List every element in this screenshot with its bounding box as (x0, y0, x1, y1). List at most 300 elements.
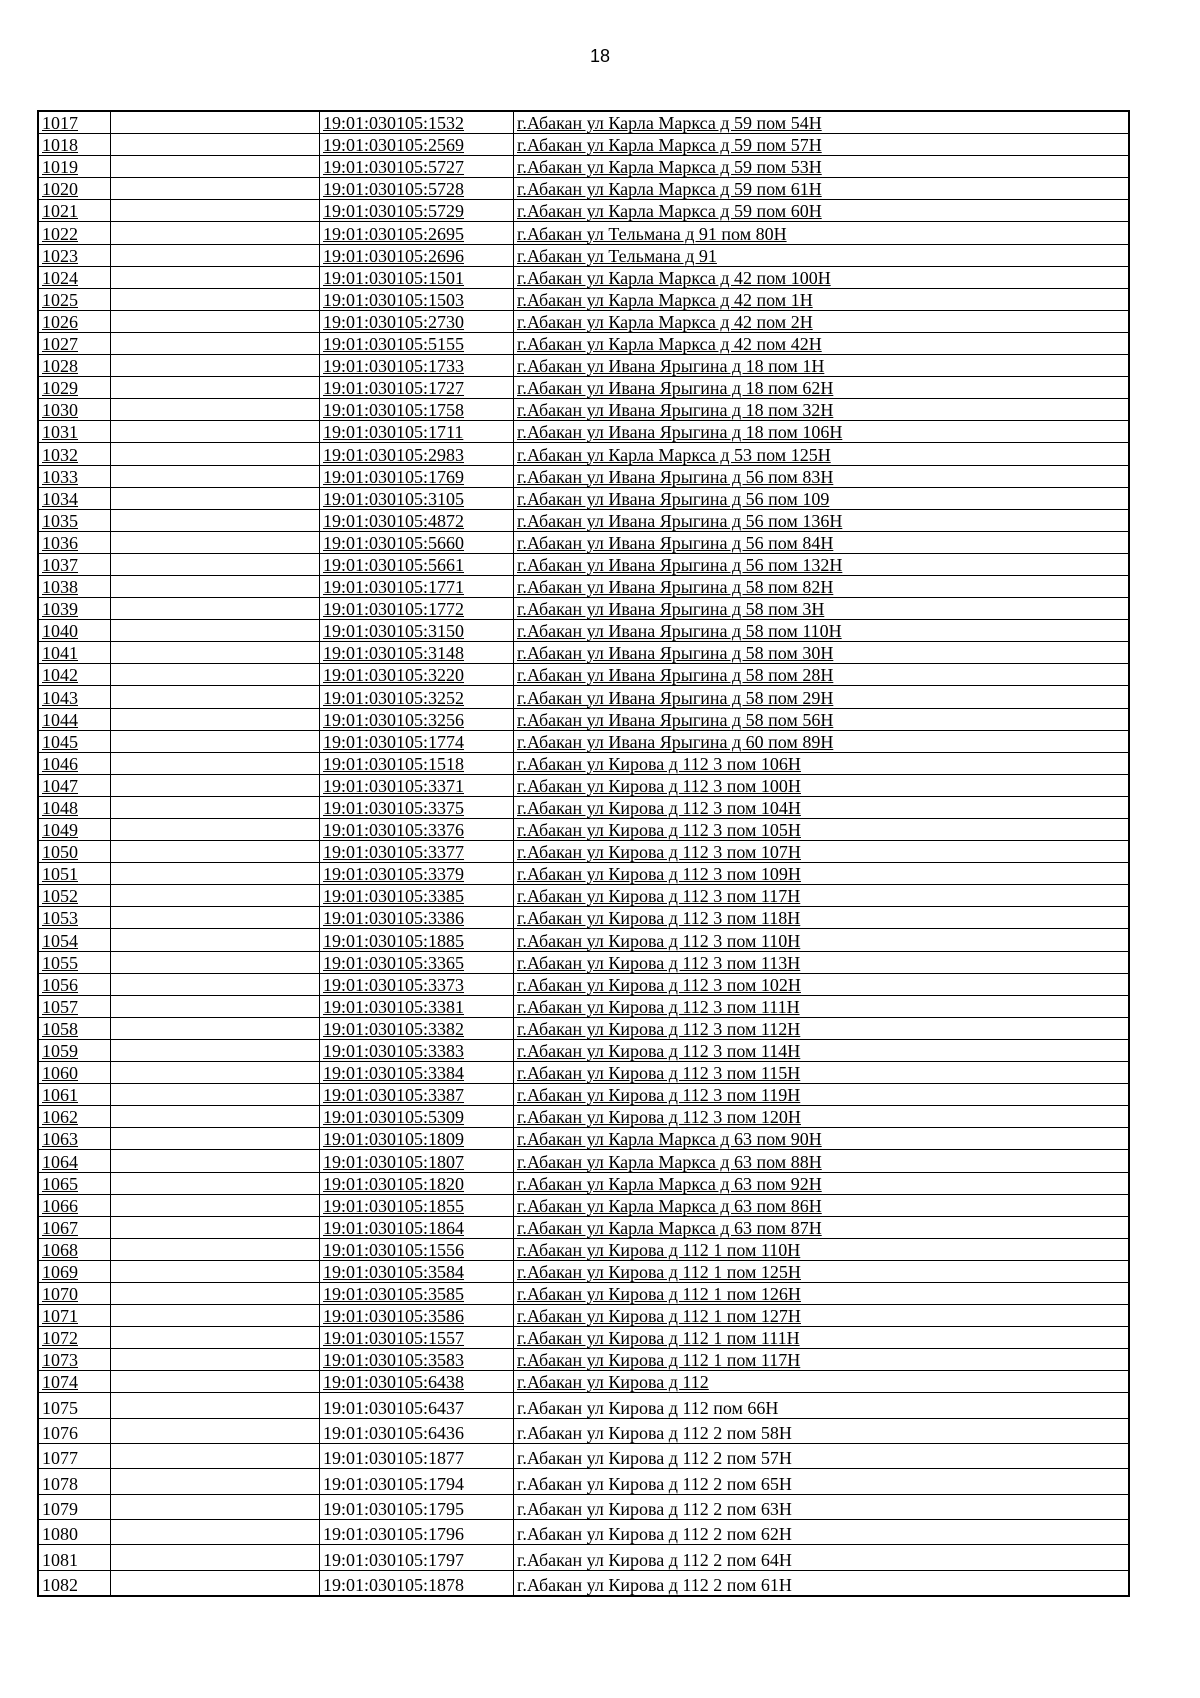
empty-cell (111, 620, 320, 642)
row-number-cell: 1081 (38, 1545, 111, 1570)
table-row (38, 222, 1129, 244)
empty-cell (111, 377, 320, 399)
address-cell: г.Абакан ул Ивана Ярыгина д 56 пом 136Н (514, 509, 1130, 531)
empty-cell (111, 1128, 320, 1150)
empty-cell (111, 178, 320, 200)
address-cell: г.Абакан ул Кирова д 112 1 пом 125Н (514, 1260, 1130, 1282)
empty-cell (111, 1418, 320, 1443)
cadastral-number-cell: 19:01:030105:1797 (320, 1545, 514, 1570)
address-cell: г.Абакан ул Ивана Ярыгина д 56 пом 109 (514, 487, 1130, 509)
empty-cell (111, 531, 320, 553)
row-number-cell: 1078 (38, 1469, 111, 1494)
row-number-cell: 1026 (38, 310, 111, 332)
page-number: 18 (589, 46, 611, 66)
table-row (38, 1469, 1129, 1494)
row-number-cell: 1064 (38, 1150, 111, 1172)
row-number-cell: 1075 (38, 1393, 111, 1418)
row-number-cell: 1029 (38, 377, 111, 399)
table-row (38, 310, 1129, 332)
empty-cell (111, 111, 320, 134)
address-cell: г.Абакан ул Карла Маркса д 59 пом 57Н (514, 134, 1130, 156)
row-number-cell: 1041 (38, 642, 111, 664)
cadastral-number-cell: 19:01:030105:3150 (320, 620, 514, 642)
cadastral-number-cell: 19:01:030105:1796 (320, 1519, 514, 1544)
cadastral-number-cell: 19:01:030105:1864 (320, 1216, 514, 1238)
row-number-cell: 1072 (38, 1327, 111, 1349)
empty-cell (111, 1282, 320, 1304)
empty-cell (111, 1570, 320, 1596)
address-cell: г.Абакан ул Кирова д 112 3 пом 112Н (514, 1017, 1130, 1039)
row-number-cell: 1047 (38, 774, 111, 796)
empty-cell (111, 553, 320, 575)
table-row (38, 995, 1129, 1017)
cadastral-number-cell: 19:01:030105:1727 (320, 377, 514, 399)
empty-cell (111, 951, 320, 973)
table-row (38, 664, 1129, 686)
row-number-cell: 1054 (38, 929, 111, 951)
cadastral-number-cell: 19:01:030105:1794 (320, 1469, 514, 1494)
cadastral-number-cell: 19:01:030105:6437 (320, 1393, 514, 1418)
table-row (38, 1039, 1129, 1061)
table-row (38, 1282, 1129, 1304)
cadastral-number-cell: 19:01:030105:5155 (320, 332, 514, 354)
table-row (38, 1128, 1129, 1150)
row-number-cell: 1048 (38, 796, 111, 818)
address-cell: г.Абакан ул Кирова д 112 3 пом 107Н (514, 841, 1130, 863)
empty-cell (111, 598, 320, 620)
address-cell: г.Абакан ул Кирова д 112 3 пом 110Н (514, 929, 1130, 951)
table-row (38, 1017, 1129, 1039)
address-cell: г.Абакан ул Карла Маркса д 53 пом 125Н (514, 443, 1130, 465)
cadastral-number-cell: 19:01:030105:3384 (320, 1062, 514, 1084)
table-row (38, 1150, 1129, 1172)
row-number-cell: 1060 (38, 1062, 111, 1084)
table-row (38, 774, 1129, 796)
empty-cell (111, 1349, 320, 1371)
empty-cell (111, 487, 320, 509)
row-number-cell: 1043 (38, 686, 111, 708)
empty-cell (111, 730, 320, 752)
row-number-cell: 1052 (38, 885, 111, 907)
row-number-cell: 1069 (38, 1260, 111, 1282)
empty-cell (111, 156, 320, 178)
cadastral-number-cell: 19:01:030105:3252 (320, 686, 514, 708)
empty-cell (111, 355, 320, 377)
address-cell: г.Абакан ул Кирова д 112 3 пом 102Н (514, 973, 1130, 995)
table-row (38, 598, 1129, 620)
empty-cell (111, 1469, 320, 1494)
table-row (38, 156, 1129, 178)
registry-table-body (38, 111, 1129, 1596)
cadastral-number-cell: 19:01:030105:1711 (320, 421, 514, 443)
address-cell: г.Абакан ул Ивана Ярыгина д 58 пом 110Н (514, 620, 1130, 642)
row-number-cell: 1049 (38, 819, 111, 841)
cadastral-number-cell: 19:01:030105:1501 (320, 266, 514, 288)
empty-cell (111, 443, 320, 465)
empty-cell (111, 399, 320, 421)
empty-cell (111, 1444, 320, 1469)
empty-cell (111, 995, 320, 1017)
row-number-cell: 1076 (38, 1418, 111, 1443)
cadastral-number-cell: 19:01:030105:1807 (320, 1150, 514, 1172)
table-row (38, 266, 1129, 288)
table-row (38, 288, 1129, 310)
cadastral-number-cell: 19:01:030105:1878 (320, 1570, 514, 1596)
address-cell: г.Абакан ул Карла Маркса д 59 пом 53Н (514, 156, 1130, 178)
cadastral-number-cell: 19:01:030105:3375 (320, 796, 514, 818)
table-row (38, 1349, 1129, 1371)
address-cell: г.Абакан ул Кирова д 112 1 пом 111Н (514, 1327, 1130, 1349)
row-number-cell: 1082 (38, 1570, 111, 1596)
address-cell: г.Абакан ул Ивана Ярыгина д 18 пом 1Н (514, 355, 1130, 377)
address-cell: г.Абакан ул Ивана Ярыгина д 58 пом 56Н (514, 708, 1130, 730)
empty-cell (111, 1150, 320, 1172)
row-number-cell: 1063 (38, 1128, 111, 1150)
address-cell: г.Абакан ул Кирова д 112 3 пом 117Н (514, 885, 1130, 907)
address-cell: г.Абакан ул Карла Маркса д 63 пом 88Н (514, 1150, 1130, 1172)
table-row (38, 973, 1129, 995)
table-row (38, 377, 1129, 399)
empty-cell (111, 1194, 320, 1216)
empty-cell (111, 1393, 320, 1418)
row-number-cell: 1017 (38, 111, 111, 134)
address-cell: г.Абакан ул Ивана Ярыгина д 58 пом 82Н (514, 575, 1130, 597)
registry-table-container (37, 110, 1130, 1597)
table-row (38, 465, 1129, 487)
empty-cell (111, 465, 320, 487)
table-row (38, 443, 1129, 465)
address-cell: г.Абакан ул Кирова д 112 3 пом 119Н (514, 1084, 1130, 1106)
table-row (38, 1327, 1129, 1349)
table-row (38, 487, 1129, 509)
address-cell: г.Абакан ул Карла Маркса д 59 пом 60Н (514, 200, 1130, 222)
address-cell: г.Абакан ул Кирова д 112 2 пом 57Н (514, 1444, 1130, 1469)
cadastral-number-cell: 19:01:030105:6436 (320, 1418, 514, 1443)
address-cell: г.Абакан ул Ивана Ярыгина д 56 пом 132Н (514, 553, 1130, 575)
empty-cell (111, 642, 320, 664)
address-cell: г.Абакан ул Ивана Ярыгина д 56 пом 83Н (514, 465, 1130, 487)
address-cell: г.Абакан ул Карла Маркса д 63 пом 86Н (514, 1194, 1130, 1216)
table-row (38, 951, 1129, 973)
row-number-cell: 1024 (38, 266, 111, 288)
registry-table (37, 110, 1130, 1597)
cadastral-number-cell: 19:01:030105:3256 (320, 708, 514, 730)
row-number-cell: 1061 (38, 1084, 111, 1106)
address-cell: г.Абакан ул Ивана Ярыгина д 18 пом 106Н (514, 421, 1130, 443)
cadastral-number-cell: 19:01:030105:3381 (320, 995, 514, 1017)
row-number-cell: 1021 (38, 200, 111, 222)
empty-cell (111, 1216, 320, 1238)
address-cell: г.Абакан ул Кирова д 112 3 пом 106Н (514, 752, 1130, 774)
cadastral-number-cell: 19:01:030105:5660 (320, 531, 514, 553)
row-number-cell: 1044 (38, 708, 111, 730)
empty-cell (111, 796, 320, 818)
cadastral-number-cell: 19:01:030105:3387 (320, 1084, 514, 1106)
row-number-cell: 1057 (38, 995, 111, 1017)
table-row (38, 1260, 1129, 1282)
address-cell: г.Абакан ул Кирова д 112 1 пом 126Н (514, 1282, 1130, 1304)
table-row (38, 1545, 1129, 1570)
cadastral-number-cell: 19:01:030105:1820 (320, 1172, 514, 1194)
cadastral-number-cell: 19:01:030105:3371 (320, 774, 514, 796)
empty-cell (111, 1062, 320, 1084)
address-cell: г.Абакан ул Кирова д 112 1 пом 110Н (514, 1238, 1130, 1260)
table-row (38, 1570, 1129, 1596)
address-cell: г.Абакан ул Карла Маркса д 63 пом 87Н (514, 1216, 1130, 1238)
cadastral-number-cell: 19:01:030105:2569 (320, 134, 514, 156)
row-number-cell: 1039 (38, 598, 111, 620)
address-cell: г.Абакан ул Ивана Ярыгина д 58 пом 30Н (514, 642, 1130, 664)
address-cell: г.Абакан ул Кирова д 112 1 пом 127Н (514, 1305, 1130, 1327)
empty-cell (111, 819, 320, 841)
empty-cell (111, 907, 320, 929)
empty-cell (111, 1017, 320, 1039)
row-number-cell: 1077 (38, 1444, 111, 1469)
row-number-cell: 1037 (38, 553, 111, 575)
row-number-cell: 1071 (38, 1305, 111, 1327)
empty-cell (111, 1084, 320, 1106)
cadastral-number-cell: 19:01:030105:1809 (320, 1128, 514, 1150)
row-number-cell: 1020 (38, 178, 111, 200)
cadastral-number-cell: 19:01:030105:3383 (320, 1039, 514, 1061)
cadastral-number-cell: 19:01:030105:6438 (320, 1371, 514, 1393)
address-cell: г.Абакан ул Карла Маркса д 42 пом 42Н (514, 332, 1130, 354)
table-row (38, 708, 1129, 730)
row-number-cell: 1031 (38, 421, 111, 443)
row-number-cell: 1062 (38, 1106, 111, 1128)
empty-cell (111, 509, 320, 531)
row-number-cell: 1046 (38, 752, 111, 774)
table-row (38, 509, 1129, 531)
row-number-cell: 1065 (38, 1172, 111, 1194)
row-number-cell: 1032 (38, 443, 111, 465)
cadastral-number-cell: 19:01:030105:1532 (320, 111, 514, 134)
address-cell: г.Абакан ул Ивана Ярыгина д 18 пом 62Н (514, 377, 1130, 399)
table-row (38, 1393, 1129, 1418)
address-cell: г.Абакан ул Карла Маркса д 59 пом 54Н (514, 111, 1130, 134)
empty-cell (111, 1519, 320, 1544)
table-row (38, 1194, 1129, 1216)
row-number-cell: 1028 (38, 355, 111, 377)
cadastral-number-cell: 19:01:030105:1772 (320, 598, 514, 620)
cadastral-number-cell: 19:01:030105:5728 (320, 178, 514, 200)
cadastral-number-cell: 19:01:030105:3382 (320, 1017, 514, 1039)
cadastral-number-cell: 19:01:030105:3377 (320, 841, 514, 863)
row-number-cell: 1018 (38, 134, 111, 156)
empty-cell (111, 200, 320, 222)
table-row (38, 200, 1129, 222)
cadastral-number-cell: 19:01:030105:5729 (320, 200, 514, 222)
cadastral-number-cell: 19:01:030105:1877 (320, 1444, 514, 1469)
cadastral-number-cell: 19:01:030105:2983 (320, 443, 514, 465)
cadastral-number-cell: 19:01:030105:3386 (320, 907, 514, 929)
address-cell: г.Абакан ул Кирова д 112 3 пом 111Н (514, 995, 1130, 1017)
cadastral-number-cell: 19:01:030105:2695 (320, 222, 514, 244)
row-number-cell: 1056 (38, 973, 111, 995)
table-row (38, 1519, 1129, 1544)
address-cell: г.Абакан ул Кирова д 112 3 пом 109Н (514, 863, 1130, 885)
address-cell: г.Абакан ул Карла Маркса д 42 пом 2Н (514, 310, 1130, 332)
row-number-cell: 1033 (38, 465, 111, 487)
empty-cell (111, 244, 320, 266)
table-row (38, 620, 1129, 642)
table-row (38, 730, 1129, 752)
table-row (38, 1444, 1129, 1469)
table-row (38, 1106, 1129, 1128)
row-number-cell: 1030 (38, 399, 111, 421)
table-row (38, 752, 1129, 774)
table-row (38, 178, 1129, 200)
address-cell: г.Абакан ул Карла Маркса д 42 пом 100Н (514, 266, 1130, 288)
row-number-cell: 1042 (38, 664, 111, 686)
address-cell: г.Абакан ул Карла Маркса д 42 пом 1Н (514, 288, 1130, 310)
empty-cell (111, 1106, 320, 1128)
empty-cell (111, 134, 320, 156)
empty-cell (111, 222, 320, 244)
row-number-cell: 1034 (38, 487, 111, 509)
address-cell: г.Абакан ул Ивана Ярыгина д 58 пом 28Н (514, 664, 1130, 686)
row-number-cell: 1074 (38, 1371, 111, 1393)
cadastral-number-cell: 19:01:030105:1556 (320, 1238, 514, 1260)
table-row (38, 1062, 1129, 1084)
row-number-cell: 1066 (38, 1194, 111, 1216)
table-row (38, 642, 1129, 664)
empty-cell (111, 1494, 320, 1519)
cadastral-number-cell: 19:01:030105:3376 (320, 819, 514, 841)
empty-cell (111, 1305, 320, 1327)
address-cell: г.Абакан ул Кирова д 112 1 пом 117Н (514, 1349, 1130, 1371)
empty-cell (111, 288, 320, 310)
cadastral-number-cell: 19:01:030105:1503 (320, 288, 514, 310)
empty-cell (111, 266, 320, 288)
row-number-cell: 1055 (38, 951, 111, 973)
row-number-cell: 1036 (38, 531, 111, 553)
address-cell: г.Абакан ул Кирова д 112 2 пом 64Н (514, 1545, 1130, 1570)
empty-cell (111, 1238, 320, 1260)
empty-cell (111, 973, 320, 995)
row-number-cell: 1080 (38, 1519, 111, 1544)
empty-cell (111, 575, 320, 597)
empty-cell (111, 752, 320, 774)
address-cell: г.Абакан ул Кирова д 112 3 пом 100Н (514, 774, 1130, 796)
row-number-cell: 1073 (38, 1349, 111, 1371)
row-number-cell: 1038 (38, 575, 111, 597)
cadastral-number-cell: 19:01:030105:3373 (320, 973, 514, 995)
address-cell: г.Абакан ул Ивана Ярыгина д 60 пом 89Н (514, 730, 1130, 752)
address-cell: г.Абакан ул Кирова д 112 2 пом 65Н (514, 1469, 1130, 1494)
cadastral-number-cell: 19:01:030105:5309 (320, 1106, 514, 1128)
table-row (38, 1305, 1129, 1327)
table-row (38, 907, 1129, 929)
cadastral-number-cell: 19:01:030105:3379 (320, 863, 514, 885)
address-cell: г.Абакан ул Кирова д 112 3 пом 105Н (514, 819, 1130, 841)
table-row (38, 111, 1129, 134)
empty-cell (111, 1371, 320, 1393)
address-cell: г.Абакан ул Карла Маркса д 59 пом 61Н (514, 178, 1130, 200)
cadastral-number-cell: 19:01:030105:1795 (320, 1494, 514, 1519)
table-row (38, 575, 1129, 597)
empty-cell (111, 686, 320, 708)
empty-cell (111, 841, 320, 863)
address-cell: г.Абакан ул Кирова д 112 3 пом 120Н (514, 1106, 1130, 1128)
row-number-cell: 1035 (38, 509, 111, 531)
row-number-cell: 1067 (38, 1216, 111, 1238)
row-number-cell: 1053 (38, 907, 111, 929)
cadastral-number-cell: 19:01:030105:5727 (320, 156, 514, 178)
row-number-cell: 1051 (38, 863, 111, 885)
cadastral-number-cell: 19:01:030105:1733 (320, 355, 514, 377)
empty-cell (111, 708, 320, 730)
cadastral-number-cell: 19:01:030105:1855 (320, 1194, 514, 1216)
table-row (38, 686, 1129, 708)
cadastral-number-cell: 19:01:030105:2730 (320, 310, 514, 332)
cadastral-number-cell: 19:01:030105:3365 (320, 951, 514, 973)
cadastral-number-cell: 19:01:030105:1758 (320, 399, 514, 421)
cadastral-number-cell: 19:01:030105:3148 (320, 642, 514, 664)
table-row (38, 553, 1129, 575)
cadastral-number-cell: 19:01:030105:1518 (320, 752, 514, 774)
empty-cell (111, 1260, 320, 1282)
address-cell: г.Абакан ул Кирова д 112 2 пом 62Н (514, 1519, 1130, 1544)
address-cell: г.Абакан ул Кирова д 112 3 пом 104Н (514, 796, 1130, 818)
table-row (38, 885, 1129, 907)
row-number-cell: 1025 (38, 288, 111, 310)
empty-cell (111, 1039, 320, 1061)
table-row (38, 841, 1129, 863)
address-cell: г.Абакан ул Кирова д 112 3 пом 113Н (514, 951, 1130, 973)
row-number-cell: 1050 (38, 841, 111, 863)
address-cell: г.Абакан ул Ивана Ярыгина д 58 пом 3Н (514, 598, 1130, 620)
address-cell: г.Абакан ул Кирова д 112 пом 66Н (514, 1393, 1130, 1418)
empty-cell (111, 1327, 320, 1349)
empty-cell (111, 332, 320, 354)
cadastral-number-cell: 19:01:030105:1774 (320, 730, 514, 752)
row-number-cell: 1045 (38, 730, 111, 752)
row-number-cell: 1023 (38, 244, 111, 266)
cadastral-number-cell: 19:01:030105:1771 (320, 575, 514, 597)
table-row (38, 929, 1129, 951)
empty-cell (111, 1172, 320, 1194)
address-cell: г.Абакан ул Ивана Ярыгина д 58 пом 29Н (514, 686, 1130, 708)
cadastral-number-cell: 19:01:030105:1769 (320, 465, 514, 487)
address-cell: г.Абакан ул Ивана Ярыгина д 56 пом 84Н (514, 531, 1130, 553)
empty-cell (111, 929, 320, 951)
row-number-cell: 1022 (38, 222, 111, 244)
table-row (38, 796, 1129, 818)
cadastral-number-cell: 19:01:030105:5661 (320, 553, 514, 575)
row-number-cell: 1019 (38, 156, 111, 178)
table-row (38, 1238, 1129, 1260)
address-cell: г.Абакан ул Кирова д 112 2 пом 61Н (514, 1570, 1130, 1596)
empty-cell (111, 421, 320, 443)
row-number-cell: 1079 (38, 1494, 111, 1519)
address-cell: г.Абакан ул Кирова д 112 (514, 1371, 1130, 1393)
cadastral-number-cell: 19:01:030105:3385 (320, 885, 514, 907)
row-number-cell: 1058 (38, 1017, 111, 1039)
address-cell: г.Абакан ул Карла Маркса д 63 пом 92Н (514, 1172, 1130, 1194)
table-row (38, 1494, 1129, 1519)
table-row (38, 531, 1129, 553)
address-cell: г.Абакан ул Кирова д 112 3 пом 115Н (514, 1062, 1130, 1084)
table-row (38, 134, 1129, 156)
row-number-cell: 1027 (38, 332, 111, 354)
table-row (38, 863, 1129, 885)
empty-cell (111, 863, 320, 885)
row-number-cell: 1070 (38, 1282, 111, 1304)
cadastral-number-cell: 19:01:030105:3105 (320, 487, 514, 509)
cadastral-number-cell: 19:01:030105:2696 (320, 244, 514, 266)
cadastral-number-cell: 19:01:030105:3586 (320, 1305, 514, 1327)
